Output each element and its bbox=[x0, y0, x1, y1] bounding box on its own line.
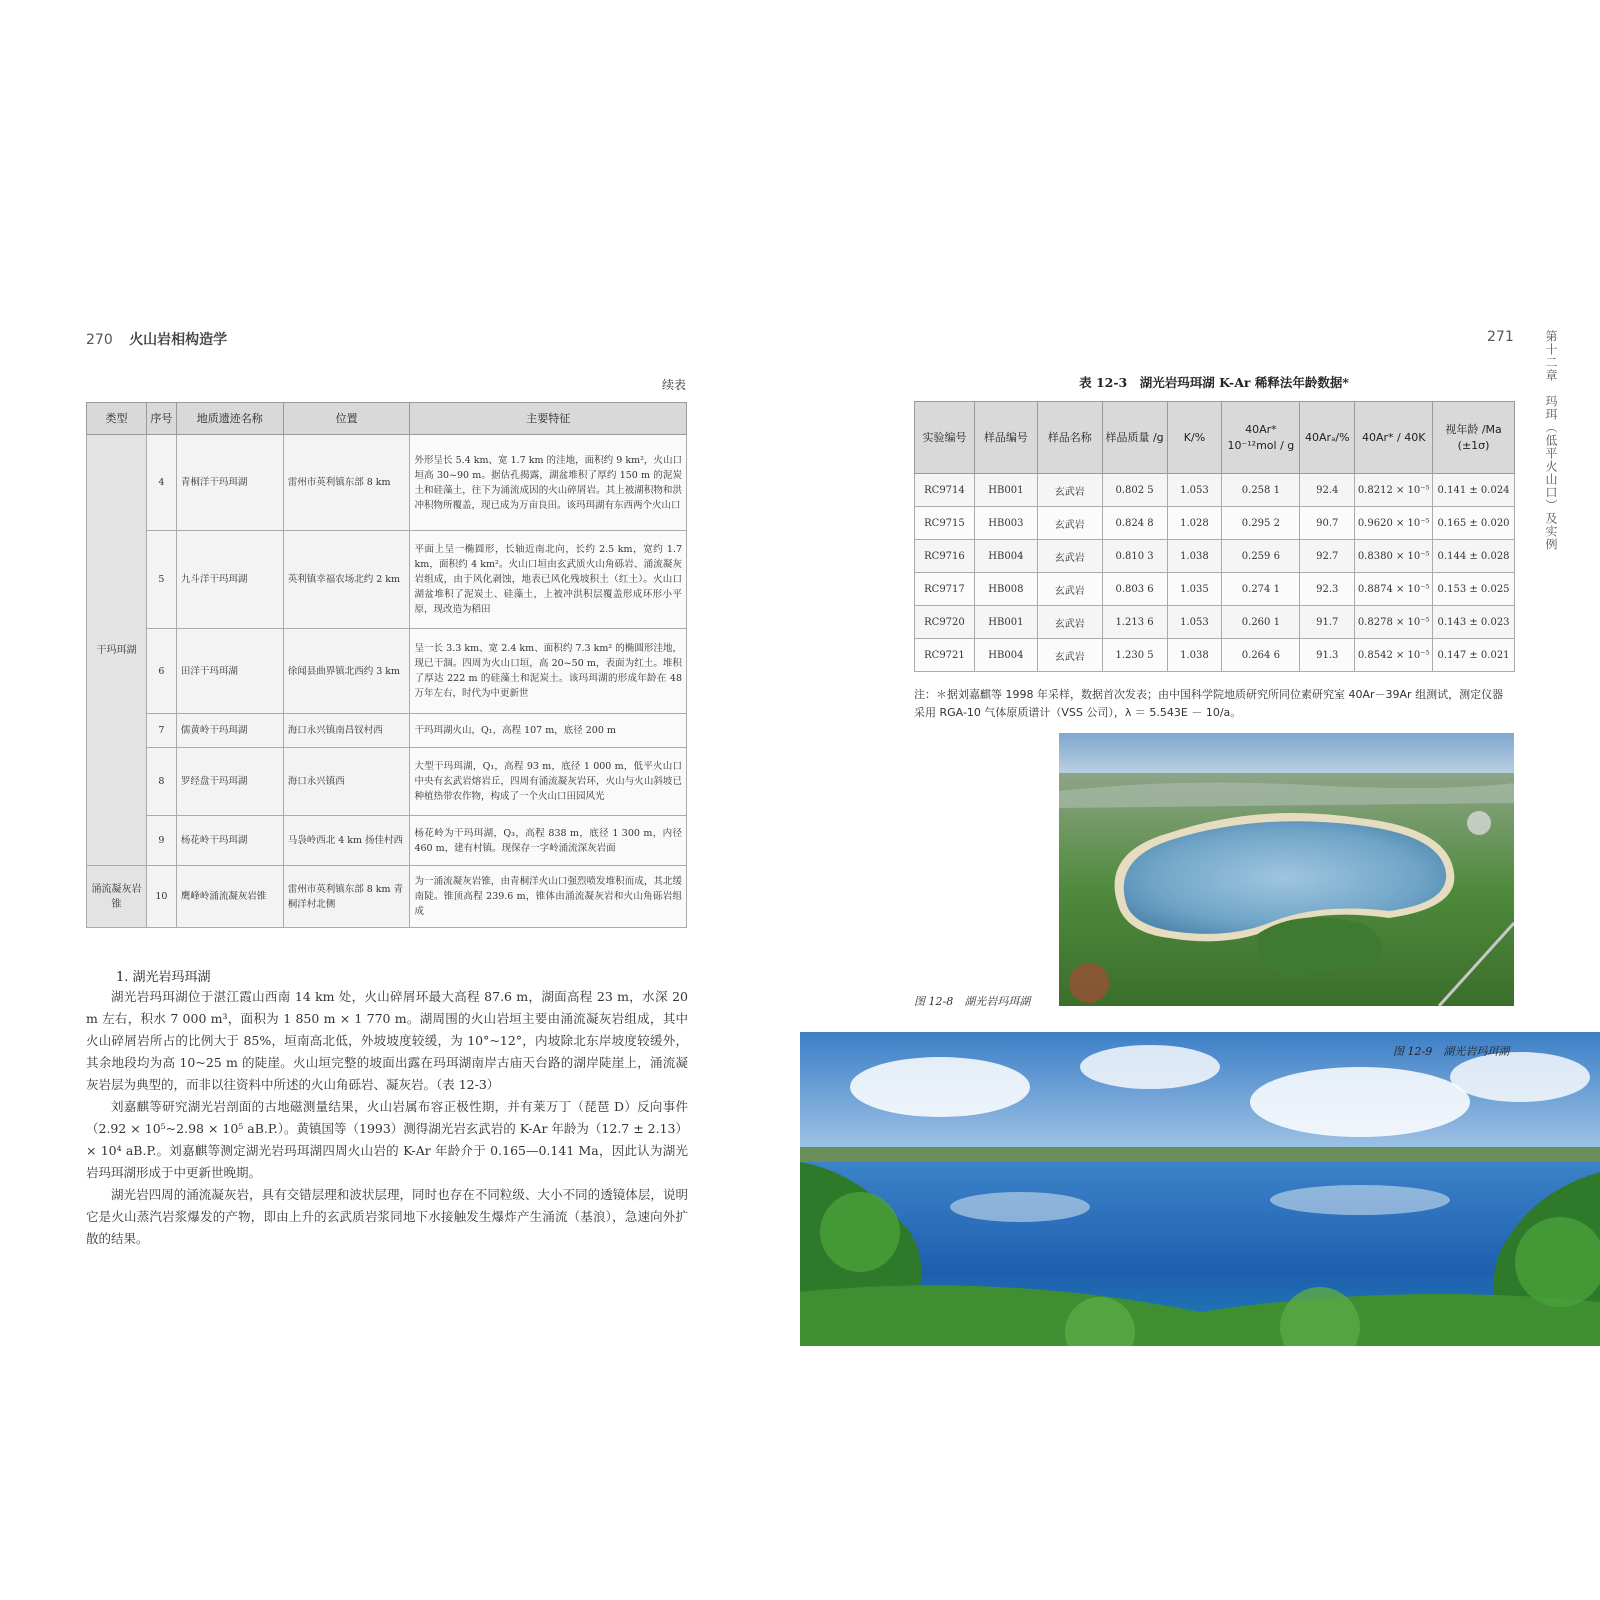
lake-aerial-image bbox=[1059, 733, 1514, 1006]
feature-cell: 大型干玛珥湖，Q₁，高程 93 m，底径 1 000 m，低平火山口中央有玄武岩熔岩丘，四周有涌流凝灰岩环，火山与火山斜坡已种植热带农作物，构成了一个火山口田园风光 bbox=[410, 748, 687, 816]
table-cell: 0.8542 × 10⁻⁵ bbox=[1355, 639, 1433, 672]
table-row bbox=[87, 435, 687, 531]
table-cell: 0.141 ± 0.024 bbox=[1433, 474, 1515, 507]
type-cell: 涌流凝灰岩锥 bbox=[87, 866, 147, 928]
feature-cell: 为一涌流凝灰岩锥，由青桐洋火山口强烈喷发堆积而成，其北缓南陡。锥顶高程 239.6 m，锥体由涌流凝灰岩和火山角砾岩组成 bbox=[410, 866, 687, 928]
table-cell: HB008 bbox=[974, 573, 1037, 606]
header-no: 序号 bbox=[146, 403, 176, 435]
table-row bbox=[915, 507, 1515, 540]
table-cell: 90.7 bbox=[1300, 507, 1355, 540]
header-age: 视年龄 /Ma (±1σ) bbox=[1433, 402, 1515, 474]
table-cell: HB004 bbox=[974, 540, 1037, 573]
location-cell: 海口永兴镇南昌钗村西 bbox=[283, 714, 410, 748]
table-cell: 1.053 bbox=[1167, 606, 1222, 639]
table-cell: 1.038 bbox=[1167, 639, 1222, 672]
table-cell: 0.165 ± 0.020 bbox=[1433, 507, 1515, 540]
header-sample-name: 样品名称 bbox=[1037, 402, 1102, 474]
table-cell: 92.3 bbox=[1300, 573, 1355, 606]
table-cell: 0.802 5 bbox=[1102, 474, 1167, 507]
table-cell: 1.230 5 bbox=[1102, 639, 1167, 672]
table-cell: 0.144 ± 0.028 bbox=[1433, 540, 1515, 573]
name-cell: 罗经盘干玛珥湖 bbox=[176, 748, 283, 816]
header-exp-no: 实验编号 bbox=[915, 402, 975, 474]
header-mass: 样品质量 /g bbox=[1102, 402, 1167, 474]
location-cell: 徐闻县曲界镇北西约 3 km bbox=[283, 629, 410, 714]
table-row bbox=[915, 606, 1515, 639]
table-cell: 0.824 8 bbox=[1102, 507, 1167, 540]
table-cell: 0.8874 × 10⁻⁵ bbox=[1355, 573, 1433, 606]
table-cell: 玄武岩 bbox=[1037, 507, 1102, 540]
table-cell: 0.153 ± 0.025 bbox=[1433, 573, 1515, 606]
table-header-row bbox=[87, 403, 687, 435]
table-cell: 92.4 bbox=[1300, 474, 1355, 507]
table-row bbox=[915, 540, 1515, 573]
no-cell: 7 bbox=[146, 714, 176, 748]
lake-aerial-photo bbox=[1059, 733, 1514, 1006]
table-cell: 1.213 6 bbox=[1102, 606, 1167, 639]
lake-panorama-photo bbox=[800, 1032, 1600, 1346]
kar-age-table bbox=[914, 401, 1515, 672]
header-sample-no: 样品编号 bbox=[974, 402, 1037, 474]
table-cell: 玄武岩 bbox=[1037, 540, 1102, 573]
table-cell: 1.053 bbox=[1167, 474, 1222, 507]
location-cell: 雷州市英利镇东部 8 km bbox=[283, 435, 410, 531]
table-cell: 0.8212 × 10⁻⁵ bbox=[1355, 474, 1433, 507]
table-cell: HB003 bbox=[974, 507, 1037, 540]
table-cell: RC9715 bbox=[915, 507, 975, 540]
continuation-label: 续表 bbox=[662, 378, 687, 392]
table-cell: 1.035 bbox=[1167, 573, 1222, 606]
table-cell: 1.028 bbox=[1167, 507, 1222, 540]
location-cell: 英利镇幸福农场北约 2 km bbox=[283, 531, 410, 629]
table-cell: 玄武岩 bbox=[1037, 474, 1102, 507]
chapter-running-title: 第十二章 玛珥（低平火山口）及实例 bbox=[1544, 330, 1558, 551]
header-ar40: 40Ar* 10⁻¹²mol / g bbox=[1222, 402, 1300, 474]
table-row bbox=[915, 474, 1515, 507]
table-cell: 玄武岩 bbox=[1037, 639, 1102, 672]
section-title: 1. 湖光岩玛珥湖 bbox=[116, 970, 211, 985]
table-cell: 0.274 1 bbox=[1222, 573, 1300, 606]
header-location: 位置 bbox=[283, 403, 410, 435]
table-row bbox=[87, 748, 687, 816]
table-cell: 0.147 ± 0.021 bbox=[1433, 639, 1515, 672]
name-cell: 田洋干玛珥湖 bbox=[176, 629, 283, 714]
table-row bbox=[915, 639, 1515, 672]
table-row bbox=[87, 531, 687, 629]
no-cell: 6 bbox=[146, 629, 176, 714]
header-name: 地质遗迹名称 bbox=[176, 403, 283, 435]
no-cell: 5 bbox=[146, 531, 176, 629]
no-cell: 4 bbox=[146, 435, 176, 531]
figure-caption-12-8: 图 12-8 湖光岩玛珥湖 bbox=[914, 995, 1031, 1008]
table-cell: 玄武岩 bbox=[1037, 573, 1102, 606]
table-cell: RC9720 bbox=[915, 606, 975, 639]
location-cell: 马袅岭西北 4 km 扬佳村西 bbox=[283, 816, 410, 866]
no-cell: 9 bbox=[146, 816, 176, 866]
lake-panorama-image bbox=[800, 1032, 1600, 1346]
type-cell: 干玛珥湖 bbox=[87, 435, 147, 866]
name-cell: 九斗洋干玛珥湖 bbox=[176, 531, 283, 629]
header-ar40a: 40Arₐ/% bbox=[1300, 402, 1355, 474]
paragraph: 湖光岩玛珥湖位于湛江霞山西南 14 km 处，火山碎屑环最大高程 87.6 m，湖面高程 23 m，水深 20 m 左右，积水 7 000 m³，面积为 1 850 m × 1 770 m。湖周围的火山岩垣主要由涌流凝灰岩组成，其中火山碎屑岩所占的比例大于 85%，垣南高北低，外坡坡度较缓，为 10°~12°，内坡除北东岸坡度较缓外，其余地段均为高 10~25 m 的陡崖。火山垣完整的坡面出露在玛珥湖南岸古庙天台路的湖岸陡崖上，涌流凝灰岩层为典型的，而非以往资料中所述的火山角砾岩、凝灰岩。（表 12-3） bbox=[86, 989, 688, 1092]
header-feature: 主要特征 bbox=[410, 403, 687, 435]
feature-cell: 呈一长 3.3 km、宽 2.4 km、面积约 7.3 km² 的椭圆形洼地，现已干涸。四周为火山口垣，高 20~50 m，表面为红土。堆积了厚达 222 m 的硅藻土和泥炭土。该玛珥湖的形成年龄在 48 万年左右，时代为中更新世 bbox=[410, 629, 687, 714]
feature-cell: 平面上呈一椭圆形，长轴近南北向，长约 2.5 km，宽约 1.7 km，面积约 4 km²。火山口垣由玄武质火山角砾岩、涌流凝灰岩组成，由于风化剥蚀，地表已风化残坡积土（红土）。火山口湖盆堆积了泥炭土、硅藻土，上被冲洪积层覆盖形成环形小平原，现改造为稻田 bbox=[410, 531, 687, 629]
table-note: 注：＊据刘嘉麒等 1998 年采样，数据首次发表；由中国科学院地质研究所同位素研究室 40Ar－39Ar 组测试，测定仪器采用 RGA-10 气体原质谱计（VSS 公司），λ ＝ 5.543E － 10/a。 bbox=[914, 688, 1504, 719]
name-cell: 杨花岭干玛珥湖 bbox=[176, 816, 283, 866]
table-cell: 0.258 1 bbox=[1222, 474, 1300, 507]
right-page-number: 271 bbox=[1487, 329, 1514, 345]
body-text bbox=[86, 986, 688, 1250]
table-cell: 0.295 2 bbox=[1222, 507, 1300, 540]
table-cell: 0.8278 × 10⁻⁵ bbox=[1355, 606, 1433, 639]
header-ratio: 40Ar* / 40K bbox=[1355, 402, 1433, 474]
book-title: 火山岩相构造学 bbox=[129, 332, 228, 348]
no-cell: 10 bbox=[146, 866, 176, 928]
feature-cell: 干玛珥湖火山，Q₁，高程 107 m，底径 200 m bbox=[410, 714, 687, 748]
table-cell: 玄武岩 bbox=[1037, 606, 1102, 639]
table-row bbox=[915, 573, 1515, 606]
table-cell: 1.038 bbox=[1167, 540, 1222, 573]
table-cell: 0.259 6 bbox=[1222, 540, 1300, 573]
table-row bbox=[87, 866, 687, 928]
table-cell: HB004 bbox=[974, 639, 1037, 672]
table-cell: 0.260 1 bbox=[1222, 606, 1300, 639]
table-title: 表 12-3 湖光岩玛珥湖 K-Ar 稀释法年龄数据* bbox=[1079, 375, 1349, 390]
name-cell: 青桐洋干玛珥湖 bbox=[176, 435, 283, 531]
table-cell: 0.810 3 bbox=[1102, 540, 1167, 573]
table-cell: RC9717 bbox=[915, 573, 975, 606]
table-cell: 0.803 6 bbox=[1102, 573, 1167, 606]
left-page-number: 270 bbox=[86, 332, 113, 348]
location-cell: 雷州市英利镇东部 8 km 青桐洋村北侧 bbox=[283, 866, 410, 928]
header-type: 类型 bbox=[87, 403, 147, 435]
table-cell: 92.7 bbox=[1300, 540, 1355, 573]
table-row bbox=[87, 816, 687, 866]
header-k: K/% bbox=[1167, 402, 1222, 474]
table-cell: 91.3 bbox=[1300, 639, 1355, 672]
no-cell: 8 bbox=[146, 748, 176, 816]
table-cell: 0.9620 × 10⁻⁵ bbox=[1355, 507, 1433, 540]
feature-cell: 外形呈长 5.4 km、宽 1.7 km 的洼地，面积约 9 km²，火山口垣高 30~90 m。据估孔揭露，湖盆堆积了厚约 150 m 的泥炭土和硅藻土，往下为涌流成因的火山碎屑岩。其上被湖积物和洪冲积物所覆盖，现已成为万亩良田。该玛珥湖有东西两个火山口 bbox=[410, 435, 687, 531]
table-cell: 0.143 ± 0.023 bbox=[1433, 606, 1515, 639]
location-cell: 海口永兴镇西 bbox=[283, 748, 410, 816]
table-header-row bbox=[915, 402, 1515, 474]
paragraph: 湖光岩四周的涌流凝灰岩，具有交错层理和波状层理，同时也存在不同粒级、大小不同的透镜体层，说明它是火山蒸汽岩浆爆发的产物，即由上升的玄武质岩浆同地下水接触发生爆炸产生涌流（基浪），急速向外扩散的结果。 bbox=[86, 1187, 688, 1246]
geosite-table bbox=[86, 402, 687, 928]
name-cell: 儒黄岭干玛珥湖 bbox=[176, 714, 283, 748]
name-cell: 鹰峰岭涌流凝灰岩锥 bbox=[176, 866, 283, 928]
table-cell: RC9714 bbox=[915, 474, 975, 507]
table-cell: 0.8380 × 10⁻⁵ bbox=[1355, 540, 1433, 573]
feature-cell: 杨花岭为干玛珥湖，Q₃，高程 838 m，底径 1 300 m，内径 460 m，建有村镇。现保存一字岭涌流深灰岩面 bbox=[410, 816, 687, 866]
table-cell: HB001 bbox=[974, 474, 1037, 507]
table-cell: HB001 bbox=[974, 606, 1037, 639]
table-cell: RC9716 bbox=[915, 540, 975, 573]
table-cell: 0.264 6 bbox=[1222, 639, 1300, 672]
table-row bbox=[87, 714, 687, 748]
table-cell: 91.7 bbox=[1300, 606, 1355, 639]
figure-caption-12-9: 图 12-9 湖光岩玛珥湖 bbox=[1393, 1045, 1510, 1058]
left-page-header bbox=[86, 329, 227, 349]
paragraph: 刘嘉麒等研究湖光岩剖面的古地磁测量结果，火山岩属布容正极性期，并有莱万丁（琵琶 D）反向事件（2.92 × 10⁵~2.98 × 10⁵ aB.P.）。黄镇国等（1993）测得湖光岩玄武岩的 K-Ar 年龄为（12.7 ± 2.13）× 10⁴ aB.P.。刘嘉麒等测定湖光岩玛珥湖四周火山岩的 K-Ar 年龄介于 0.165—0.141 Ma，因此认为湖光岩玛珥湖形成于中更新世晚期。 bbox=[86, 1099, 688, 1180]
table-row bbox=[87, 629, 687, 714]
table-cell: RC9721 bbox=[915, 639, 975, 672]
